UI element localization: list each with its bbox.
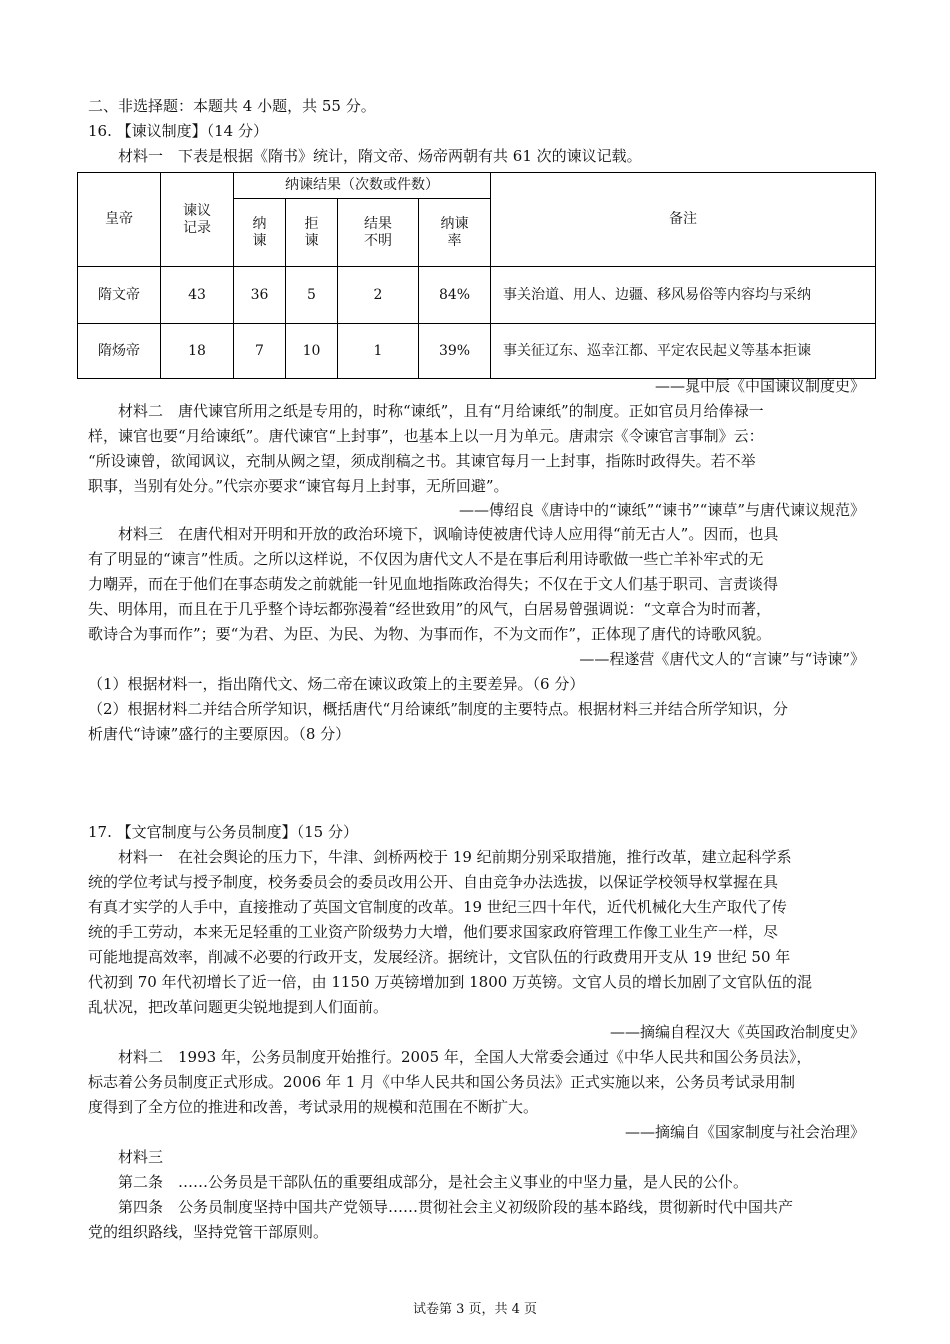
- q16-question-2: （2）根据材料二并结合所学知识，概括唐代“月给谏纸”制度的主要特点。根据材料三并结合所学知识，分: [88, 700, 788, 718]
- q17-source-2: ——摘编自《国家制度与社会治理》: [624, 1123, 865, 1141]
- q16-material-2: 职事，当别有处分。”代宗亦要求“谏官每月上封事，无所回避”。: [88, 477, 509, 495]
- q17-material-1: 材料一 在社会舆论的压力下，牛津、剑桥两校于 19 纪前期分别采取措施，推行改革，建立起科学系: [118, 848, 792, 866]
- question-16-title: 16. 【谏议制度】（14 分）: [88, 122, 268, 140]
- table-row: [78, 324, 876, 379]
- cell-records: 43: [161, 267, 234, 324]
- q17-source-1: ——摘编自程汉大《英国政治制度史》: [609, 1023, 865, 1041]
- q16-material-3: 材料三 在唐代相对开明和开放的政治环境下，讽喻诗使被唐代诗人应用得“前无古人”。因而，也具: [118, 525, 779, 543]
- q17-article-4: 第四条 公务员制度坚持中国共产党领导……贯彻社会主义初级阶段的基本路线，贯彻新时代中国共产: [118, 1198, 794, 1216]
- header-adopt: 纳 谏: [234, 199, 286, 267]
- cell-rate: 84%: [419, 267, 491, 324]
- q17-material-1: 代初到 70 年代初增长了近一倍，由 1150 万英镑增加到 1800 万英镑。文官人员的增长加剧了文官队伍的混: [88, 973, 813, 991]
- q16-source-2: ——傅绍良《唐诗中的“谏纸”“谏书”“谏草”与唐代谏议规范》: [458, 501, 865, 519]
- q17-material-3: 材料三: [118, 1148, 164, 1166]
- cell-emperor: 隋炀帝: [78, 324, 161, 379]
- cell-unknown: 1: [338, 324, 419, 379]
- header-emperor: 皇帝: [78, 173, 161, 267]
- cell-unknown: 2: [338, 267, 419, 324]
- q16-source-1: ——晁中辰《中国谏议制度史》: [654, 377, 865, 395]
- q17-article-4: 党的组织路线，坚持党管干部原则。: [88, 1223, 329, 1241]
- q16-material-3: 力嘲弄，而在于他们在事态萌发之前就能一针见血地指陈政治得失；不仅在于文人们基于职司、言责谈得: [88, 575, 779, 593]
- cell-adopt: 36: [234, 267, 286, 324]
- q17-material-1: 统的手工劳动，本来无足轻重的工业资产阶级势力大增，他们要求国家政府管理工作像工业生产一样，尽: [88, 923, 779, 941]
- cell-note: 事关征辽东、巡幸江都、平定农民起义等基本拒谏: [491, 324, 876, 379]
- header-note: 备注: [491, 173, 876, 267]
- q16-material-2: 样，谏官也要“月给谏纸”。唐代谏官“上封事”，也基本上以一月为单元。唐肃宗《令谏官言事制》云：: [88, 427, 764, 445]
- q16-material-2: “所设谏曾，欲闻讽议，充制从阙之望，须成削稿之书。其谏官每月一上封事，指陈时政得失。若不举: [88, 452, 756, 470]
- header-reject: 拒 谏: [286, 199, 338, 267]
- remonstrance-table: [77, 172, 876, 379]
- q16-material-3: 失、明体用，而且在于几乎整个诗坛都弥漫着“经世致用”的风气，白居易曾强调说：“文章合为时而著，: [88, 600, 772, 618]
- q16-question-1: （1）根据材料一，指出隋代文、炀二帝在谏议政策上的主要差异。（6 分）: [88, 675, 585, 693]
- header-records: 谏议 记录: [161, 173, 234, 267]
- cell-rate: 39%: [419, 324, 491, 379]
- q17-material-2: 材料二 1993 年，公务员制度开始推行。2005 年，全国人大常委会通过《中华人民共和国公务员法》，: [118, 1048, 812, 1066]
- q17-article-2: 第二条 ……公务员是干部队伍的重要组成部分，是社会主义事业的中坚力量，是人民的公仆。: [118, 1173, 749, 1191]
- q17-material-1: 乱状况，把改革问题更尖锐地提到人们面前。: [88, 998, 389, 1016]
- q16-material-3: 有了明显的“谏言”性质。之所以这样说，不仅因为唐代文人不是在事后利用诗歌做一些亡羊补牢式的无: [88, 550, 764, 568]
- header-unknown: 结果 不明: [338, 199, 419, 267]
- cell-reject: 10: [286, 324, 338, 379]
- header-rate: 纳谏 率: [419, 199, 491, 267]
- q16-question-2: 析唐代“诗谏”盛行的主要原因。（8 分）: [88, 725, 351, 743]
- cell-records: 18: [161, 324, 234, 379]
- q16-material-3: 歌诗合为事而作”；要“为君、为臣、为民、为物、为事而作，不为文而作”，正体现了唐代的诗歌风貌。: [88, 625, 772, 643]
- q17-material-1: 统的学位考试与授予制度，校务委员会的委员改用公开、自由竞争办法选拔，以保证学校领导权掌握在具: [88, 873, 779, 891]
- q16-material-2: 材料二 唐代谏官所用之纸是专用的，时称“谏纸”，且有“月给谏纸”的制度。正如官员月给俸禄一: [118, 402, 764, 420]
- q17-material-2: 标志着公务员制度正式形成。2006 年 1 月《中华人民共和国公务员法》正式实施以来，公务员考试录用制: [88, 1073, 796, 1091]
- cell-emperor: 隋文帝: [78, 267, 161, 324]
- header-result: 纳谏结果（次数或件数）: [234, 173, 491, 199]
- cell-adopt: 7: [234, 324, 286, 379]
- q16-source-3: ——程遂营《唐代文人的“言谏”与“诗谏”》: [579, 650, 865, 668]
- question-17-title: 17. 【文官制度与公务员制度】（15 分）: [88, 823, 358, 841]
- cell-reject: 5: [286, 267, 338, 324]
- q17-material-1: 可能地提高效率，削减不必要的行政开支，发展经济。据统计，文官队伍的行政费用开支从 19 世纪 50 年: [88, 948, 791, 966]
- q16-material-1-intro: 材料一 下表是根据《隋书》统计，隋文帝、炀帝两朝有共 61 次的谏议记载。: [118, 147, 642, 165]
- section-title: 二、非选择题：本题共 4 小题，共 55 分。: [88, 97, 376, 115]
- q17-material-2: 度得到了全方位的推进和改善，考试录用的规模和范围在不断扩大。: [88, 1098, 539, 1116]
- cell-note: 事关治道、用人、边疆、移风易俗等内容均与采纳: [491, 267, 876, 324]
- page-footer: 试卷第 3 页，共 4 页: [412, 1302, 538, 1317]
- q17-material-1: 有真才实学的人手中，直接推动了英国文官制度的改革。19 世纪三四十年代，近代机械化大生产取代了传: [88, 898, 787, 916]
- table-row: [78, 267, 876, 324]
